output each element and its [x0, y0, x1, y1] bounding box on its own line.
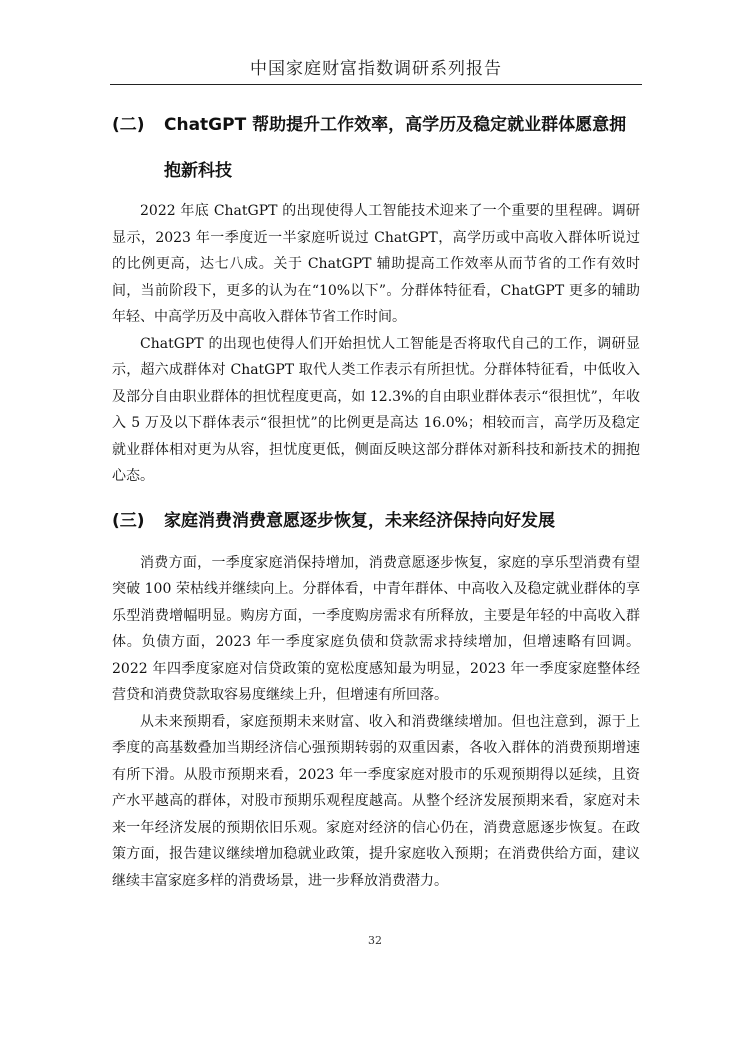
page-number: 32	[368, 934, 382, 947]
section-number: (二)	[112, 115, 145, 135]
section-heading	[112, 102, 640, 194]
header-divider	[110, 84, 642, 85]
body-paragraph: 消费方面，一季度家庭消保持增加，消费意愿逐步恢复，家庭的享乐型消费有望突破 100 荣枯线并继续向上。分群体看，中青年群体、中高收入及稳定就业群体的享乐型消费增幅明显。购房方面，一季度购房需求有所释放，主要是年轻的中高收入群体。负债方面，2023 年一季度家庭负债和贷款需求持续增加，但增速略有回调。2022 年四季度家庭对信贷政策的宽松度感知最为明显，2023 年一季度家庭整体经营贷和消费贷款取容易度继续上升，但增速有所回落。	[112, 554, 640, 703]
body-paragraph: 2022 年底 ChatGPT 的出现使得人工智能技术迎来了一个重要的里程碑。调研显示，2023 年一季度近一半家庭听说过 ChatGPT，高学历或中高收入群体听说过的比例更高，达七八成。关于 ChatGPT 辅助提高工作效率从而节省的工作有效时间，当前阶段下，更多的认为在“10%以下”。分群体特征看，ChatGPT 更多的辅助年轻、中高学历及中高收入群体节省工作时间。	[112, 203, 640, 325]
body-paragraph: ChatGPT 的出现也使得人们开始担忧人工智能是否将取代自己的工作，调研显示，超六成群体对 ChatGPT 取代人类工作表示有所担忧。分群体特征看，中低收入及部分自由职业群体的担忧程度更高，如 12.3%的自由职业群体表示“很担忧”，年收入 5 万及以下群体表示“很担忧”的比例更是高达 16.0%；相较而言，高学历及稳定就业群体相对更为从容，担忧度更低，侧面反映这部分群体对新科技和新技术的拥抱心态。	[112, 335, 640, 484]
section-heading	[112, 498, 640, 544]
section-title: ChatGPT 帮助提升工作效率，高学历及稳定就业群体愿意拥抱新科技	[164, 115, 627, 181]
body-paragraph: 从未来预期看，家庭预期未来财富、收入和消费继续增加。但也注意到，源于上季度的高基数叠加当期经济信心强预期转弱的双重因素，各收入群体的消费预期增速有所下滑。从股市预期来看，2023 年一季度家庭对股市的乐观预期得以延续，且资产水平越高的群体，对股市预期乐观程度越高。从整个经济发展预期来看，家庭对未来一年经济发展的预期依旧乐观。家庭对经济的信心仍在，消费意愿逐步恢复。在政策方面，报告建议继续增加稳就业政策，提升家庭收入预期；在消费供给方面，建议继续丰富家庭多样的消费场景，进一步释放消费潜力。	[112, 713, 640, 889]
page-body	[112, 94, 640, 894]
section-title: 家庭消费消费意愿逐步恢复，未来经济保持向好发展	[164, 510, 555, 531]
page-header-title: 中国家庭财富指数调研系列报告	[250, 59, 502, 79]
section-number: (三)	[112, 510, 145, 531]
